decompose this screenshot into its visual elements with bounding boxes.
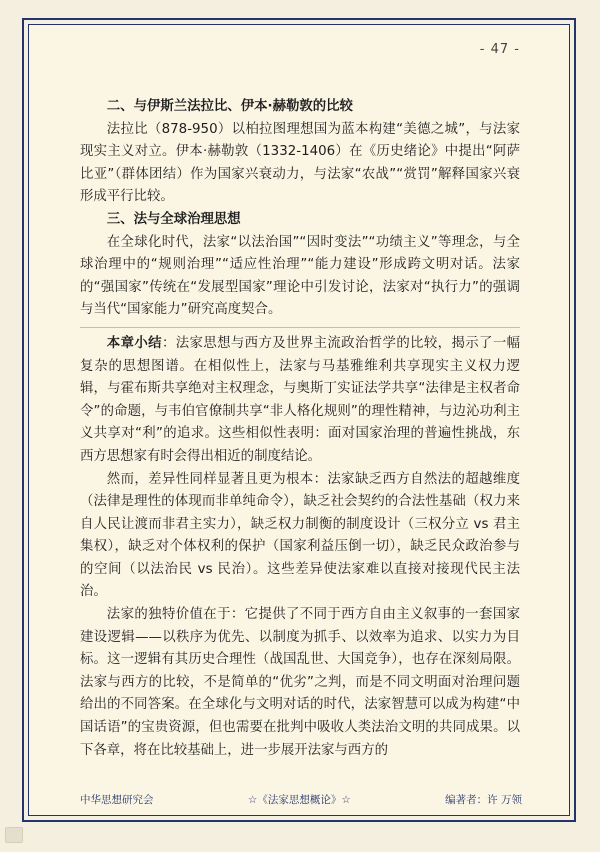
summary-paragraph-3: 法家的独特价值在于：它提供了不同于西方自由主义叙事的一套国家建设逻辑——以秩序为优先、以制度为抓手、以效率为追求、以实力为目标。这一逻辑有其历史合理性（战国乱世、大国竞争），也存在深刻局限。法家与西方的比较，不是简单的“优劣”之判，而是不同文明面对治理问题给出的不同答案。在全球化与文明对话的时代，法家智慧可以成为构建“中国话语”的宝贵资源，但也需要在批判中吸收人类法治文明的共同成果。以下各章，将在比较基础上，进一步展开法家与西方的 xyxy=(80,607,520,758)
footer-author: 编著者：许 万领 xyxy=(445,794,522,806)
section-paragraph-global: 在全球化时代，法家“以法治国”“因时变法”“功绩主义”等理念，与全球治理中的“规则治理”“适应性治理”“能力建设”形成跨文明对话。法家的“强国家”传统在“发展型国家”理论中引发讨论，法家对“执行力”的强调与当代“国家能力”研究高度契合。 xyxy=(80,234,520,318)
section-heading-islam: 二、与伊斯兰法拉比、伊本·赫勒敦的比较 xyxy=(106,99,353,114)
footer-book-title: ☆《法家思想概论》☆ xyxy=(247,794,351,806)
corner-thumbnail-icon[interactable] xyxy=(5,827,23,843)
summary-paragraph-1 xyxy=(80,333,520,469)
footer-organization: 中华思想研究会 xyxy=(80,794,154,806)
summary-text-1: ：法家思想与西方及世界主流政治哲学的比较，揭示了一幅复杂的思想图谱。在相似性上，法家与马基雅维利共享现实主义权力逻辑，与霍布斯共享绝对主权理念，与奥斯丁实证法学共享“法律是主权者命令”的命题，与韦伯官僚制共享“非人格化规则”的理性精神，与边沁功利主义共享对“利”的追求。这些相似性表明：面对国家治理的普遍性挑战，东西方思想家有时会得出相近的制度结论。 xyxy=(80,335,521,464)
section-paragraph-islam: 法拉比（878-950）以柏拉图理想国为蓝本构建“美德之城”，与法家现实主义对立。伊本·赫勒敦（1332-1406）在《历史绪论》中提出“阿萨比亚”（群体团结）作为国家兴衰动力，与法家“农战”“赏罚”解释国家兴衰形成平行比较。 xyxy=(80,121,520,205)
summary-label: 本章小结 xyxy=(106,335,162,351)
page-footer xyxy=(80,792,522,807)
summary-paragraph-2: 然而，差异性同样显著且更为根本：法家缺乏西方自然法的超越维度（法律是理性的体现而非单纯命令），缺乏社会契约的合法性基础（权力来自人民让渡而非君主实力），缺乏权力制衡的制度设计（三权分立 vs 君主集权），缺乏对个体权利的保护（国家利益压倒一切），缺乏民众政治参与的空间（以法治民 vs 民治）。这些差异使法家难以直接对接现代民主法治。 xyxy=(80,471,520,600)
section-divider xyxy=(80,327,520,328)
section-heading-global: 三、法与全球治理思想 xyxy=(106,211,241,227)
page-content xyxy=(80,96,520,762)
page-number: - 47 - xyxy=(479,42,520,57)
